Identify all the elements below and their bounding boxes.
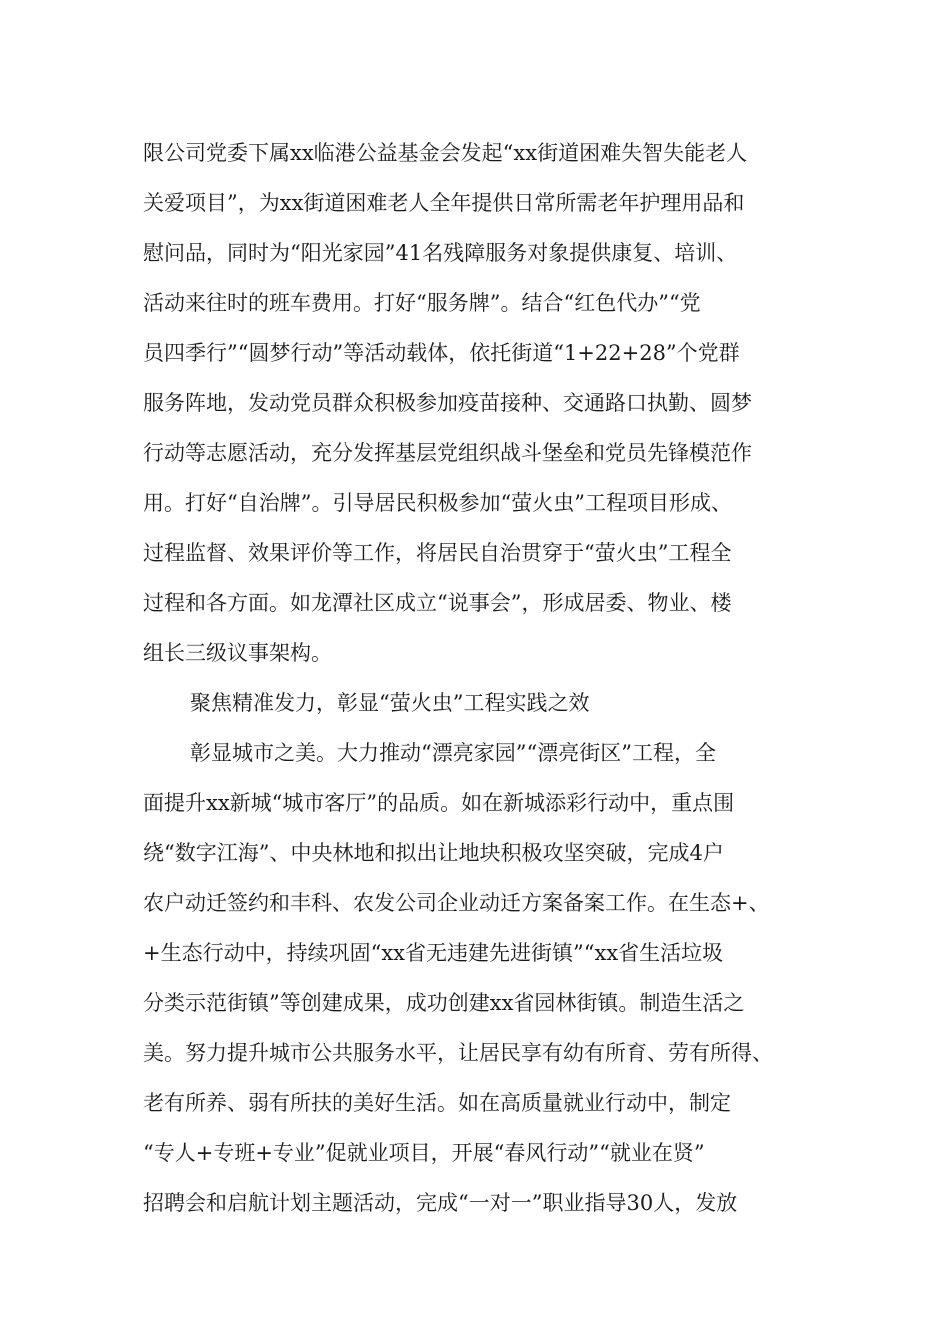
text-line: 关爱项目”，为xx街道困难老人全年提供日常所需老年护理用品和 xyxy=(143,191,745,215)
text-line: +生态行动中，持续巩固“xx省无违建先进街镇”“xx省生活垃圾 xyxy=(143,941,724,965)
text-line: 用。打好“自治牌”。引导居民积极参加“萤火虫”工程项目形成、 xyxy=(143,491,732,515)
text-line: 组长三级议事架构。 xyxy=(143,641,332,665)
text-line: 过程监督、效果评价等工作，将居民自治贯穿于“萤火虫”工程全 xyxy=(143,541,732,565)
text-line: 行动等志愿活动，充分发挥基层党组织战斗堡垒和党员先锋模范作 xyxy=(143,441,752,465)
text-line: “专人+专班+专业”促就业项目，开展“春风行动”“就业在贤” xyxy=(143,1141,705,1165)
text-line: 招聘会和启航计划主题活动，完成“一对一”职业指导30人，发放 xyxy=(143,1191,738,1215)
text-line: 过程和各方面。如龙潭社区成立“说事会”，形成居委、物业、楼 xyxy=(143,591,732,615)
text-line: 限公司党委下属xx临港公益基金会发起“xx街道困难失智失能老人 xyxy=(143,141,748,165)
text-line: 老有所养、弱有所扶的美好生活。如在高质量就业行动中，制定 xyxy=(143,1091,731,1115)
text-line: 绕“数字江海”、中央林地和拟出让地块积极攻坚突破，完成4户 xyxy=(143,841,724,865)
text-line: 活动来往时的班车费用。打好“服务牌”。结合“红色代办”“党 xyxy=(143,291,701,315)
section-heading: 聚焦精准发力，彰显“萤火虫”工程实践之效 xyxy=(190,691,590,715)
text-line: 慰问品，同时为“阳光家园”41名残障服务对象提供康复、培训、 xyxy=(143,241,738,265)
text-line: 农户动迁签约和丰科、农发公司企业动迁方案备案工作。在生态+、 xyxy=(143,891,770,915)
text-line: 面提升xx新城“城市客厅”的品质。如在新城添彩行动中，重点围 xyxy=(143,791,735,815)
text-line: 员四季行”“圆梦行动”等活动载体，依托街道“1+22+28”个党群 xyxy=(143,341,740,365)
text-line: 服务阵地，发动党员群众积极参加疫苗接种、交通路口执勤、圆梦 xyxy=(143,391,752,415)
text-line: 彰显城市之美。大力推动“漂亮家园”“漂亮街区”工程，全 xyxy=(190,741,716,765)
text-line: 美。努力提升城市公共服务水平，让居民享有幼有所育、劳有所得、 xyxy=(143,1041,773,1065)
text-line: 分类示范街镇”等创建成果，成功创建xx省园林街镇。制造生活之 xyxy=(143,991,745,1015)
